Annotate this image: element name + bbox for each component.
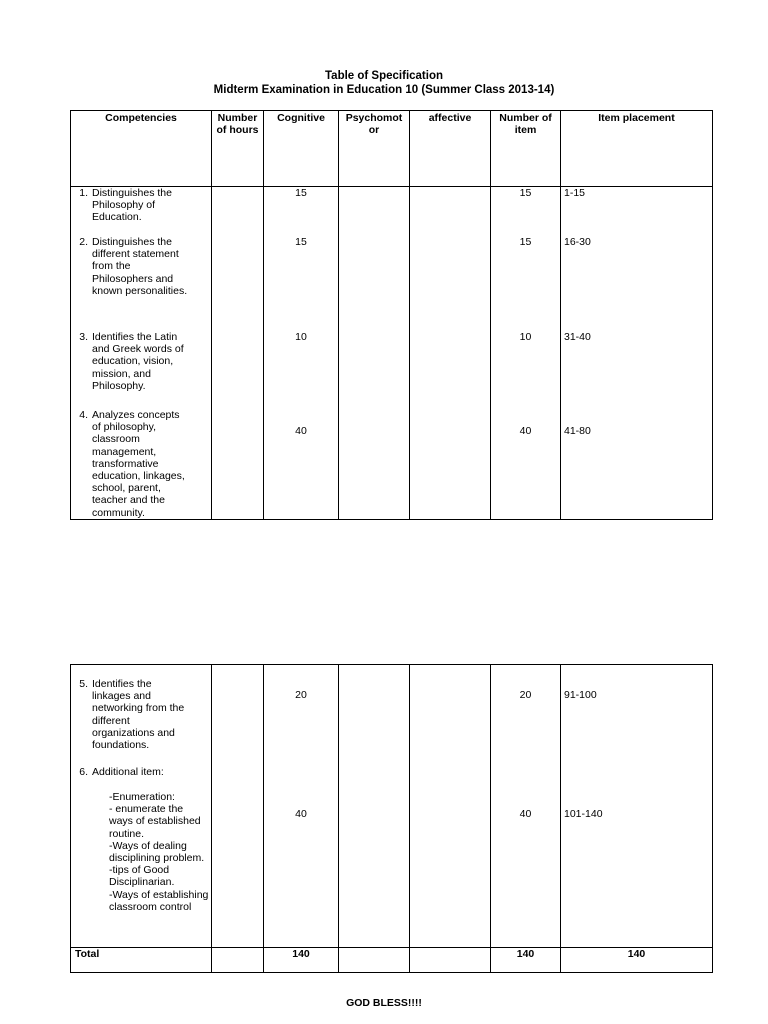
items-value: 15 [519,236,532,248]
total-items: 140 [491,948,561,973]
affective-cell [410,665,491,948]
hours-cell [212,665,264,948]
cognitive-value: 40 [295,425,307,437]
hours-cell [212,187,264,520]
psychomotor-cell [339,187,410,520]
psychomotor-cell [339,665,410,948]
items-cell [491,665,561,948]
cognitive-value: 40 [295,808,307,820]
table-row [71,187,713,520]
total-cognitive: 140 [264,948,339,973]
placement-value: 101-140 [564,808,603,820]
footer-text: GOD BLESS!!!! [346,997,422,1009]
placement-value: 31-40 [564,331,591,343]
header-hours: Number of hours [212,111,264,187]
items-value: 20 [519,689,532,701]
competency-item: 5. Identifies the linkages and networking from the different organizations and foundations. [79,678,185,752]
competency-text: Additional item: [92,766,164,778]
cognitive-value: 15 [295,236,307,248]
cognitive-value: 20 [295,689,307,701]
placement-value: 91-100 [564,689,597,701]
competency-detail: -Enumeration: - enumerate the ways of established routine. -Ways of dealing disciplining problem. -tips of Good Disciplinarian. -Ways of establishing classroom control [109,791,209,913]
competencies-cell [71,187,212,520]
items-cell [491,187,561,520]
total-placement: 140 [561,948,713,973]
header-items: Number of item [491,111,561,187]
header-affective: affective [410,111,491,187]
placement-cell [561,187,713,520]
header-cognitive: Cognitive [264,111,339,187]
affective-cell [410,187,491,520]
items-value: 10 [519,331,532,343]
competency-text: Identifies the linkages and networking from the different organizations and foundations. [92,678,185,752]
spec-table-part2 [70,664,713,973]
cognitive-value: 10 [295,331,307,343]
placement-value: 41-80 [564,425,591,437]
cognitive-value: 15 [295,187,307,199]
document-title: Table of Specification [325,70,443,82]
total-affective-cell [410,948,491,973]
total-label: Total [71,948,212,973]
table-row [71,665,713,948]
placement-cell [561,665,713,948]
header-competencies: Competencies [71,111,212,187]
placement-value: 1-15 [564,187,586,199]
competency-text: Distinguishes the Philosophy of Education. [92,187,172,224]
items-value: 40 [519,425,532,437]
competency-item: 4. Analyzes concepts of philosophy, classroom management, transformative education, linkages, school, parent, teacher and the community. [79,409,185,519]
items-value: 40 [519,808,532,820]
competency-item: 2. Distinguishes the different statement from the Philosophers and known personalities. [79,236,188,297]
competency-item: 6. Additional item: [79,766,164,778]
competency-item: 1. Distinguishes the Philosophy of Education. [79,187,172,224]
total-hours-cell [212,948,264,973]
table-header-row [71,111,713,187]
spec-table-part1 [70,110,713,520]
header-placement: Item placement [561,111,713,187]
total-psychomotor-cell [339,948,410,973]
header-psychomotor: Psychomot or [339,111,410,187]
competency-text: Distinguishes the different statement from the Philosophers and known personalities. [92,236,188,297]
items-value: 15 [519,187,532,199]
competency-text: Analyzes concepts of philosophy, classroom management, transformative education, linkages, school, parent, teacher and the community. [92,409,185,519]
placement-value: 16-30 [564,236,591,248]
document-subtitle: Midterm Examination in Education 10 (Summer Class 2013-14) [213,84,555,96]
cognitive-cell [264,187,339,520]
competencies-cell [71,665,212,948]
competency-item: 3. Identifies the Latin and Greek words of education, vision, mission, and Philosophy. [79,331,184,392]
competency-text: Identifies the Latin and Greek words of education, vision, mission, and Philosophy. [92,331,184,392]
total-row [71,948,713,973]
cognitive-cell [264,665,339,948]
